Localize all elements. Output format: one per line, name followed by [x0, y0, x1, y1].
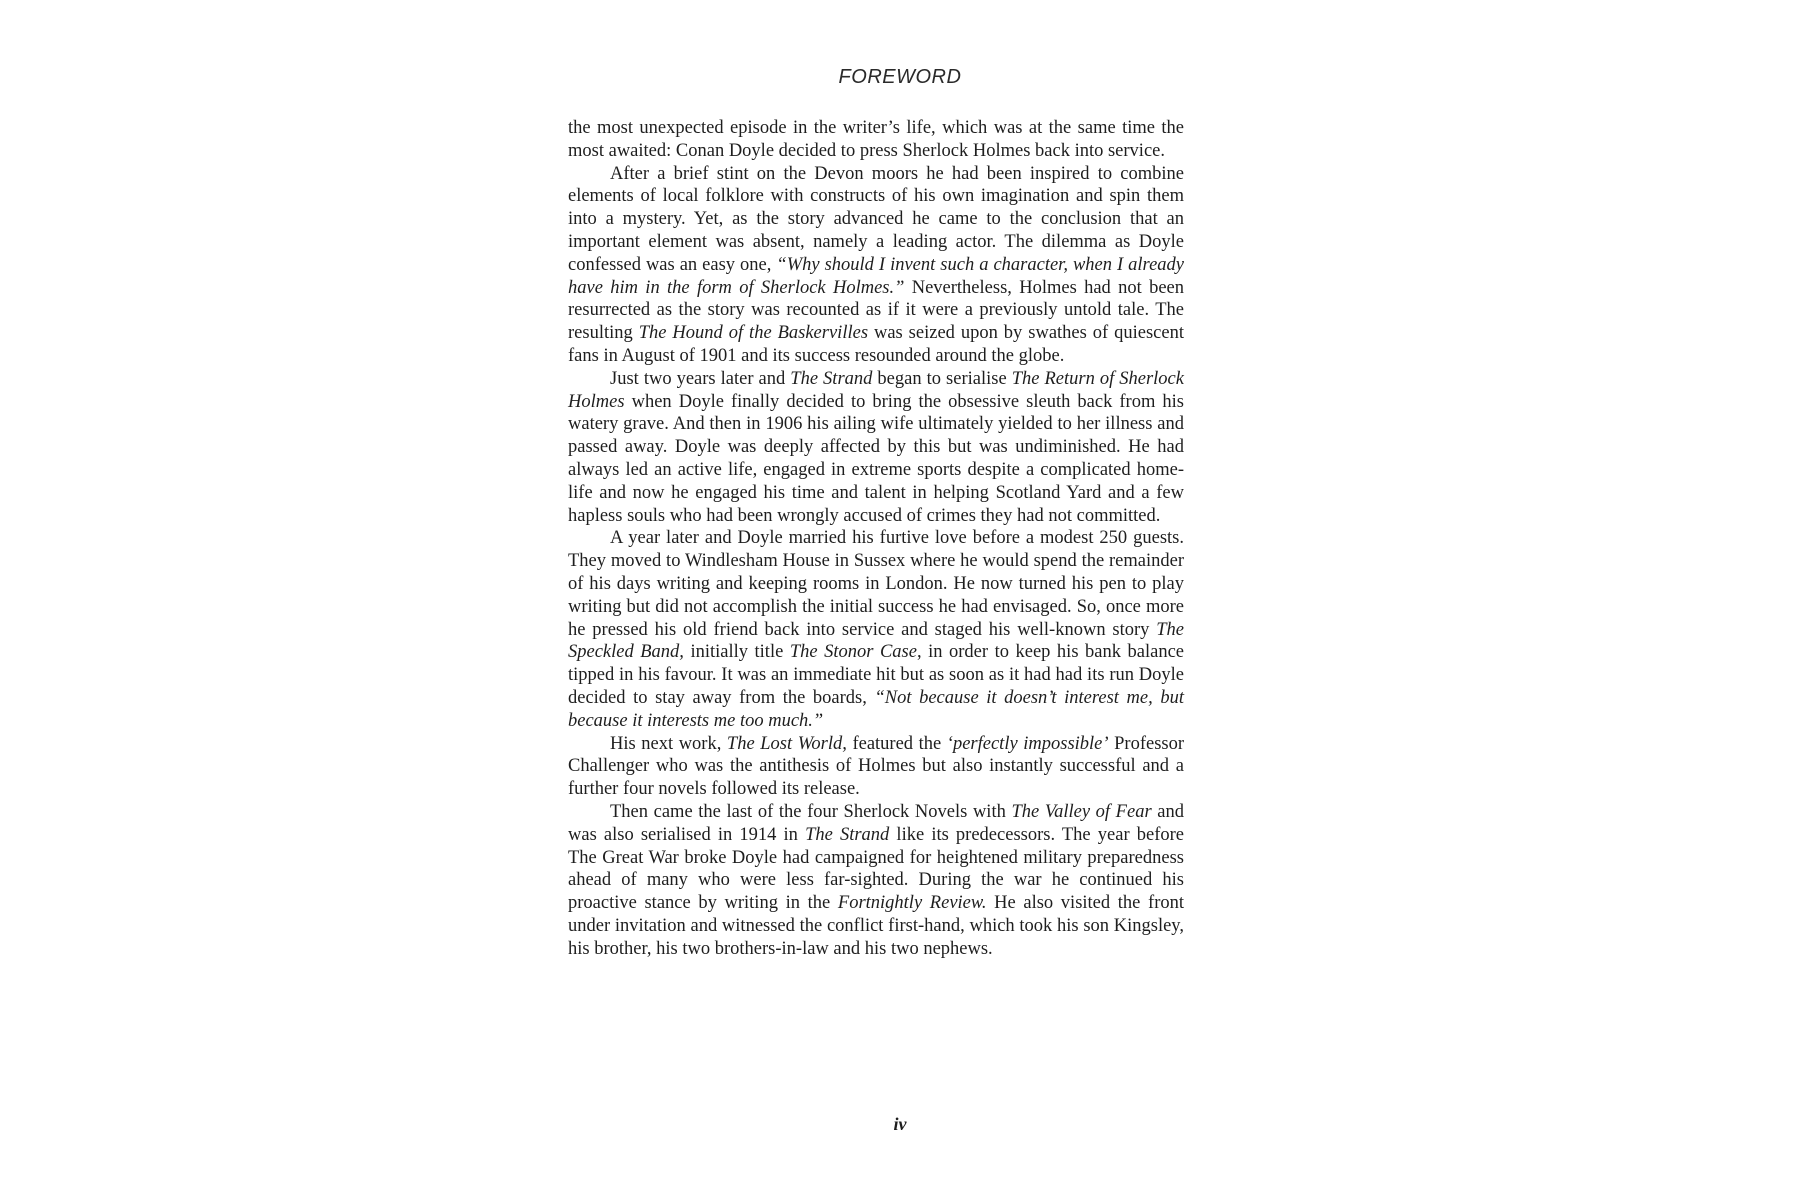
paragraph-5-quote: ‘perfectly impossible’	[946, 733, 1109, 754]
paragraph-3-magazine-title: The Strand	[790, 368, 873, 389]
paragraph-3-text-e: when Doyle finally decided to bring the obsessive sleuth back from his watery grave. And then in 1906 his ailing wife ultimately yielded to her illness and passed away. Doyle was deeply affected by this but was undiminished. He had always led an active life, engaged in extreme sports despite a complicated home-life and now he engaged his time and talent in helping Scotland Yard and a few hapless souls who had been wrongly accused of crimes they had not committed.	[568, 391, 1184, 526]
paragraph-2-text-e: was seized upon by swathes of quiescent fans in August of 1901 and its success resounded around the globe.	[568, 323, 1184, 366]
paragraph-1-text: the most unexpected episode in the writer’s life, which was at the same time the most awaited: Conan Doyle decided to press Sherlock Holmes back into service.	[568, 118, 1184, 161]
paragraph-6	[568, 801, 1184, 961]
paragraph-4-quote: “Not because it doesn’t interest me, but because it interests me too much.”	[568, 687, 1184, 731]
paragraph-6-text-g: He also visited the front under invitation and witnessed the conflict first-hand, which took his son Kingsley, his brother, his two brothers-in-law and his two nephews.	[568, 893, 1185, 959]
paragraph-1	[568, 117, 1184, 163]
paragraph-4-text-a: A year later and Doyle married his furtive love before a modest 250 guests. They moved to Windlesham House in Sussex where he would spend the remainder of his days writing and keeping rooms in London. He now turned his pen to play writing but did not accomplish the initial success he had envisaged. So, once more he pressed his old friend back into service and staged his well-known story	[568, 528, 1184, 640]
running-head-title: FOREWORD	[838, 66, 962, 88]
paragraph-6-magazine-title: The Strand	[805, 824, 890, 845]
paragraph-6-book-title: The Valley of Fear	[1011, 801, 1152, 822]
paragraph-6-journal-title: Fortnightly Review.	[837, 893, 987, 914]
paragraph-4-play-title: The Speckled Band,	[568, 619, 1184, 663]
paragraph-5-text-e: Professor Challenger who was the antithesis of Holmes but also instantly successful and a further four novels followed its release.	[568, 733, 1184, 800]
paragraph-2-text-a: After a brief stint on the Devon moors he had been inspired to combine elements of local folklore with constructs of his own imagination and spin them into a mystery. Yet, as the story advanced he came to the conclusion that an important element was absent, namely a leading actor. The dilemma as Doyle confessed was an easy one,	[568, 163, 1184, 275]
paragraph-2-text-c: Nevertheless, Holmes had not been resurrected as the story was recounted as if it were a previously untold tale. The resulting	[568, 277, 1184, 344]
paragraph-2-quote: “Why should I invent such a character, when I already have him in the form of Sherlock Holmes.”	[568, 254, 1184, 298]
paragraph-3	[568, 368, 1184, 528]
paragraph-3-text-c: began to serialise	[872, 368, 1012, 389]
page-number: iv	[893, 1114, 907, 1134]
paragraph-6-text-c: and was also serialised in 1914 in	[568, 801, 1184, 845]
paragraph-3-text-a: Just two years later and	[610, 368, 791, 389]
paragraph-2-book-title: The Hound of the Baskervilles	[638, 323, 869, 344]
body-text	[568, 117, 1184, 960]
paragraph-2	[568, 163, 1184, 368]
paragraph-4-text-c: initially title	[683, 642, 790, 663]
paragraph-5-book-title: The Lost World,	[726, 733, 847, 754]
paragraph-6-text-e: like its predecessors. The year before The Great War broke Doyle had campaigned for heightened military preparedness ahead of many who were less far-sighted. During the war he continued his proactive stance by writing in the	[568, 824, 1184, 914]
paragraph-4-alt-title: The Stonor Case	[789, 642, 917, 663]
paragraph-5	[568, 733, 1184, 801]
paragraph-6-text-a: Then came the last of the four Sherlock Novels with	[610, 801, 1012, 822]
paragraph-5-text-a: His next work,	[610, 733, 727, 754]
paragraph-4-text-e: , in order to keep his bank balance tipped in his favour. It was an immediate hit but as soon as it had had its run Doyle decided to stay away from the boards,	[568, 642, 1184, 708]
paragraph-4	[568, 527, 1184, 732]
paragraph-5-text-c: featured the	[846, 733, 947, 754]
paragraph-3-book-title: The Return of Sherlock Holmes	[568, 368, 1184, 412]
